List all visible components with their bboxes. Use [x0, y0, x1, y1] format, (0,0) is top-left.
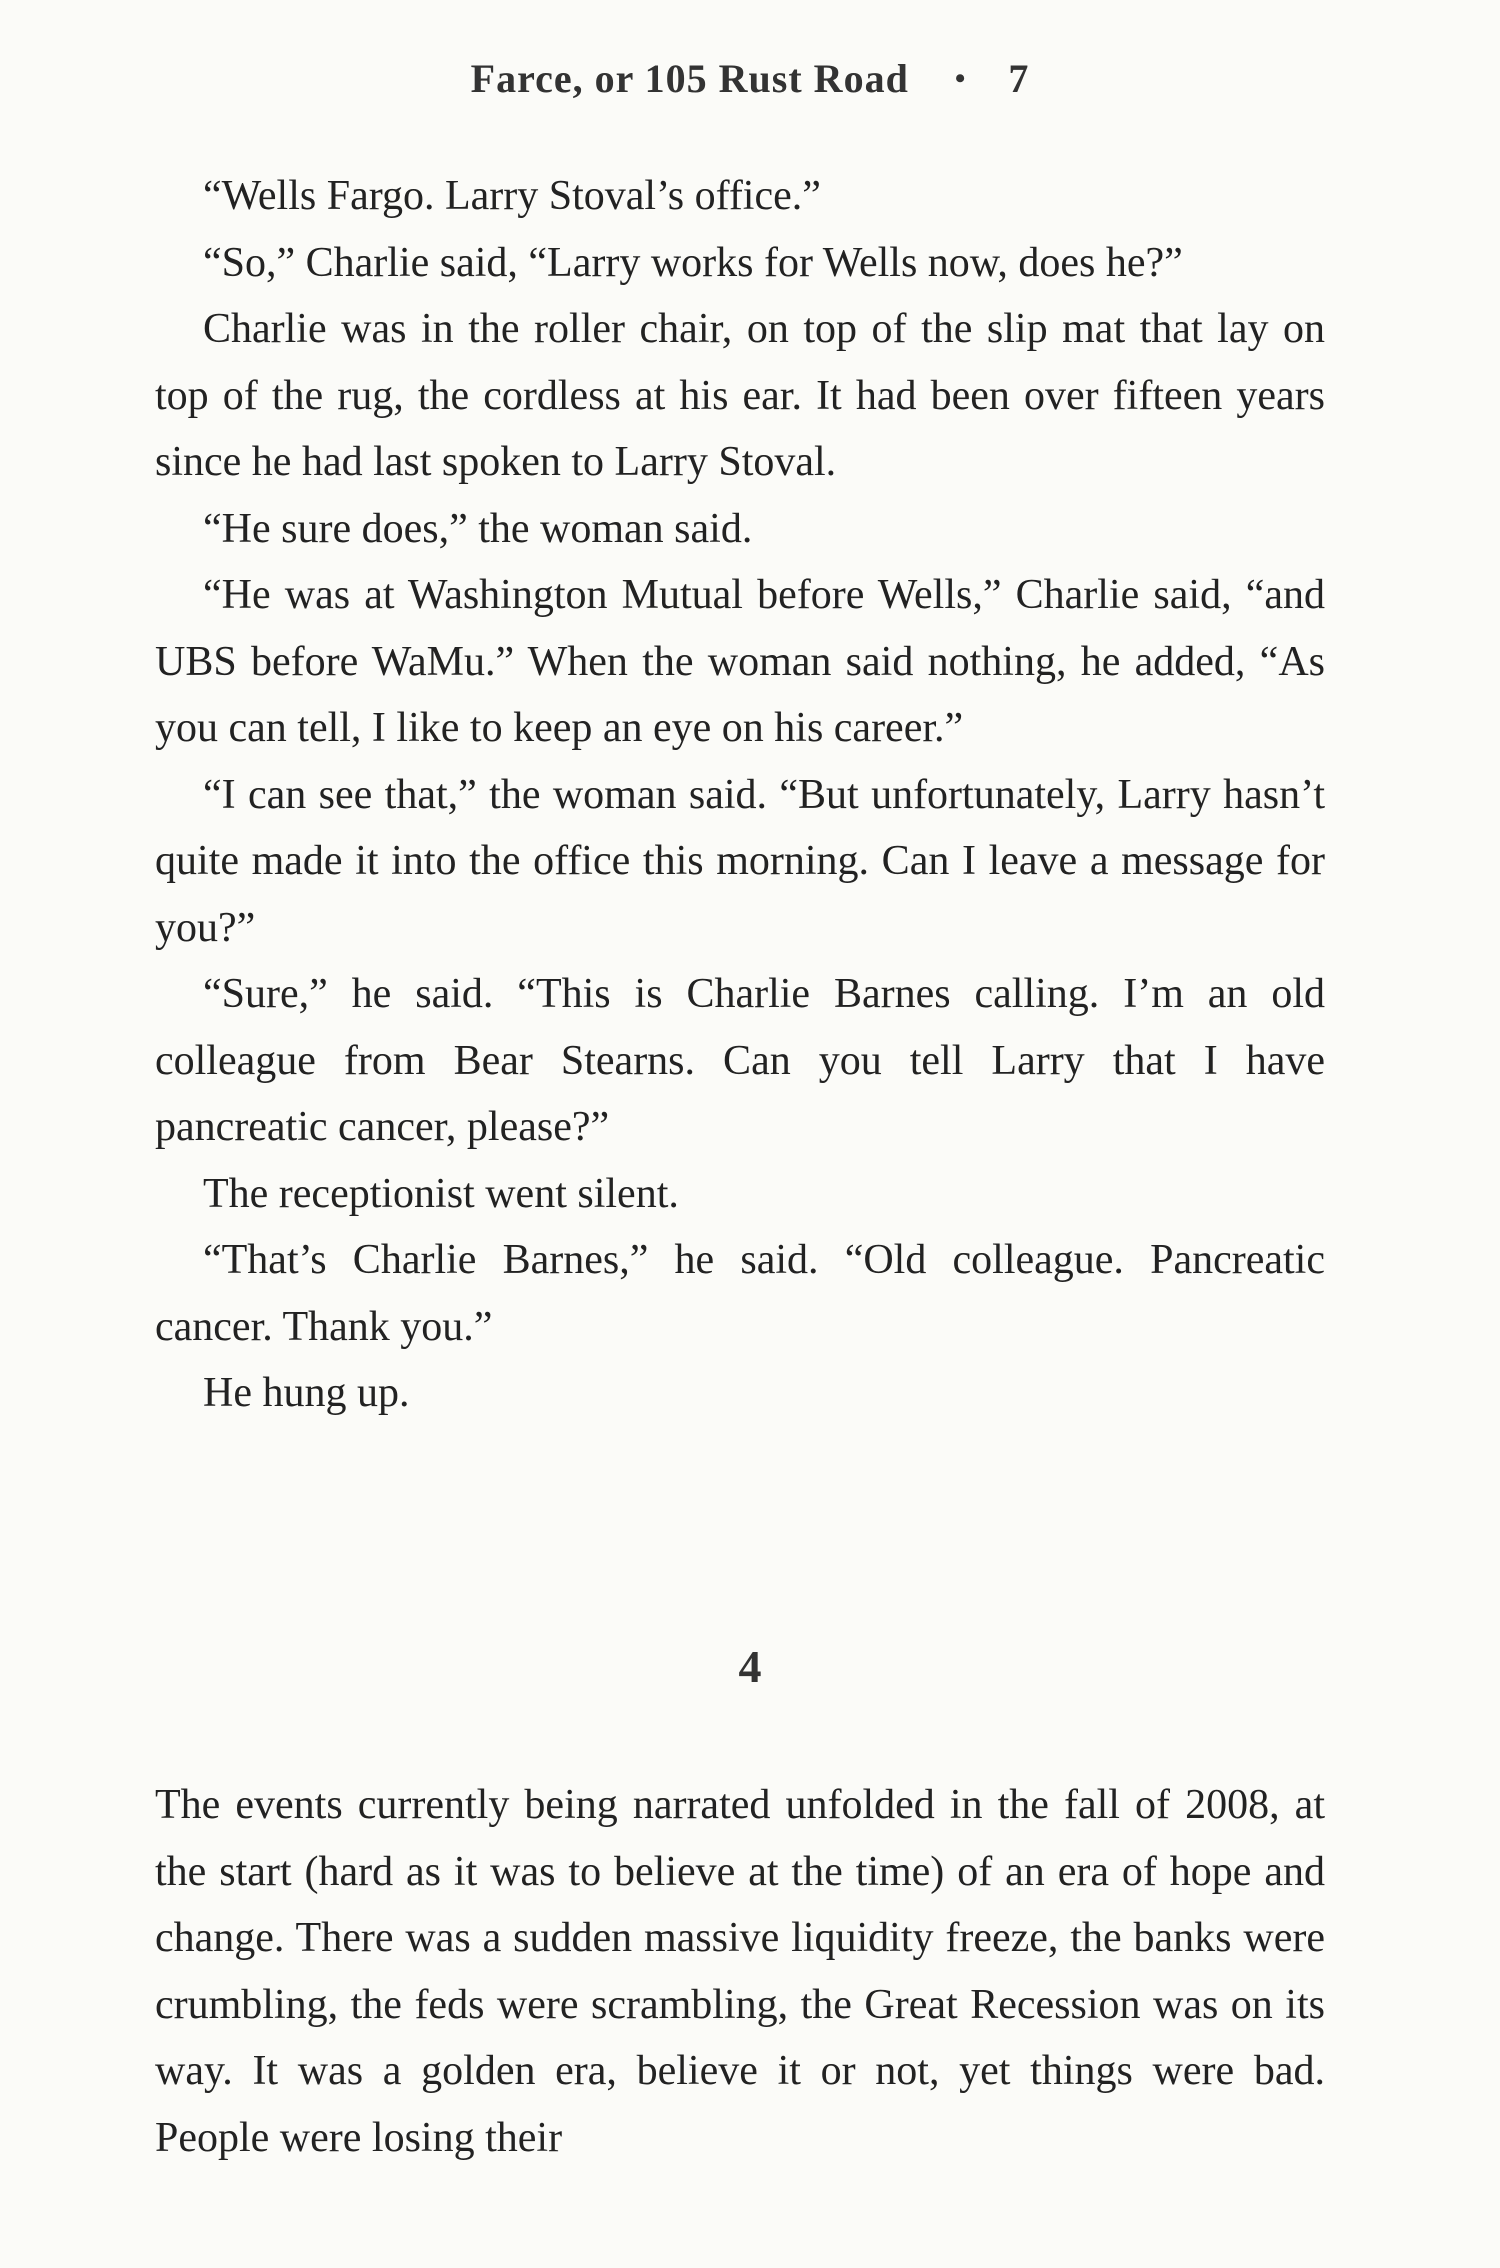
section-one-text: [155, 163, 1325, 1427]
paragraph: “Wells Fargo. Larry Stoval’s office.”: [203, 173, 821, 219]
paragraph: The events currently being narrated unfolded in the fall of 2008, at the start (hard as it was to believe at the time) of an era of hope and change. There was a sudden massive liquidity freeze, the banks were crumbling, the feds were scrambling, the Great Recession was on its way. It was a golden era, believe it or not, yet things were bad. People were losing their: [155, 1782, 1325, 2161]
paragraph: He hung up.: [203, 1370, 410, 1416]
paragraph: “He sure does,” the woman said.: [203, 505, 753, 552]
paragraph: Charlie was in the roller chair, on top of the slip mat that lay on top of the rug, the cordless at his ear. It had been over fifteen years since he had last spoken to Larry Stoval.: [155, 306, 1325, 485]
running-head-bullet: •: [954, 62, 967, 95]
paragraph: “That’s Charlie Barnes,” he said. “Old colleague. Pancreatic cancer. Thank you.”: [155, 1237, 1325, 1350]
running-head-title: Farce, or 105 Rust Road: [470, 56, 909, 101]
running-head: [0, 55, 1500, 102]
chapter-number: 4: [738, 1641, 762, 1692]
paragraph: “Sure,” he said. “This is Charlie Barnes calling. I’m an old colleague from Bear Stearns. Can you tell Larry that I have pancreatic cancer, please?”: [155, 971, 1325, 1150]
paragraph: “So,” Charlie said, “Larry works for Wells now, does he?”: [203, 239, 1183, 286]
section-two-text: [155, 1772, 1325, 2171]
paragraph: “I can see that,” the woman said. “But unfortunately, Larry hasn’t quite made it into the office this morning. Can I leave a message for you?”: [155, 771, 1325, 951]
paragraph: The receptionist went silent.: [203, 1170, 679, 1217]
page-number: 7: [1008, 56, 1030, 101]
paragraph: “He was at Washington Mutual before Wells,” Charlie said, “and UBS before WaMu.” When the woman said nothing, he added, “As you can tell, I like to keep an eye on his career.”: [155, 572, 1325, 751]
